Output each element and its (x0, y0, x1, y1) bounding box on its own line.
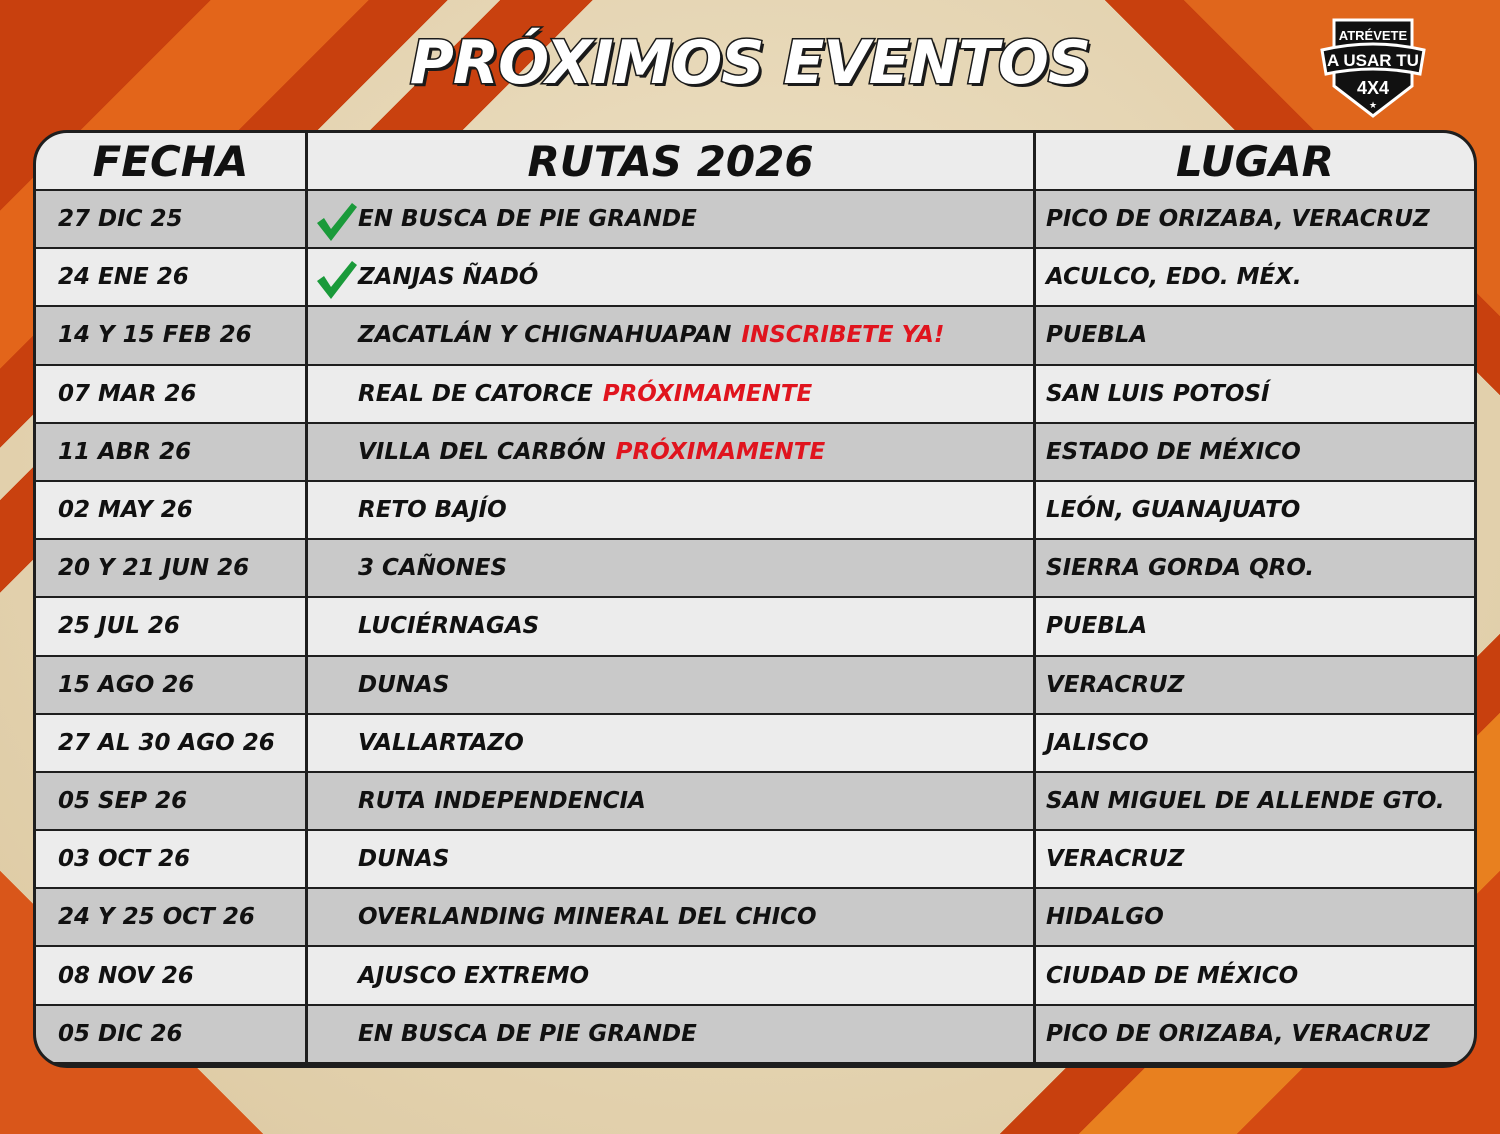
place-cell: LEÓN, GUANAJUATO (1036, 482, 1474, 538)
table-row (36, 424, 1474, 482)
route-name: AJUSCO EXTREMO (358, 962, 590, 989)
table-row (36, 657, 1474, 715)
route-name: VALLARTAZO (358, 729, 524, 756)
route-name: OVERLANDING MINERAL DEL CHICO (358, 904, 817, 931)
table-header (36, 133, 1474, 191)
route-name: ZANJAS ÑADÓ (358, 264, 539, 291)
route-cell (308, 831, 1036, 887)
route-name: DUNAS (358, 671, 450, 698)
table-row (36, 307, 1474, 365)
date-cell: 24 ENE 26 (36, 249, 308, 305)
date-cell: 20 Y 21 JUN 26 (36, 540, 308, 596)
route-cell (308, 1006, 1036, 1062)
place-cell: PUEBLA (1036, 307, 1474, 363)
date-cell: 27 AL 30 AGO 26 (36, 715, 308, 771)
table-row (36, 715, 1474, 773)
table-row (36, 889, 1474, 947)
route-name: REAL DE CATORCE (358, 380, 593, 407)
place-cell: PICO DE ORIZABA, VERACRUZ (1036, 1006, 1474, 1062)
route-name: LUCIÉRNAGAS (358, 613, 540, 640)
table-row (36, 540, 1474, 598)
table-row (36, 249, 1474, 307)
logo-line1: ATRÉVETE (1338, 28, 1408, 43)
table-row (36, 366, 1474, 424)
table-row (36, 773, 1474, 831)
route-cell (308, 715, 1036, 771)
route-cell (308, 482, 1036, 538)
check-icon (314, 257, 358, 301)
route-name: RUTA INDEPENDENCIA (358, 787, 646, 814)
route-cell (308, 657, 1036, 713)
route-name: DUNAS (358, 846, 450, 873)
date-cell: 05 DIC 26 (36, 1006, 308, 1062)
table-row (36, 831, 1474, 889)
date-cell: 11 ABR 26 (36, 424, 308, 480)
route-name: RETO BAJÍO (358, 497, 507, 524)
date-cell: 02 MAY 26 (36, 482, 308, 538)
header-date: FECHA (36, 133, 308, 189)
events-table (33, 130, 1477, 1068)
table-row (36, 1006, 1474, 1062)
date-cell: 05 SEP 26 (36, 773, 308, 829)
status-tag: PRÓXIMAMENTE (602, 380, 813, 407)
place-cell: JALISCO (1036, 715, 1474, 771)
place-cell: SAN MIGUEL DE ALLENDE GTO. (1036, 773, 1474, 829)
star-icon: ★ (1368, 101, 1378, 111)
route-name: ZACATLÁN Y CHIGNAHUAPAN (358, 322, 732, 349)
route-name: VILLA DEL CARBÓN (358, 438, 606, 465)
date-cell: 03 OCT 26 (36, 831, 308, 887)
table-row (36, 482, 1474, 540)
page-title: PRÓXIMOS EVENTOS (409, 28, 1091, 98)
route-cell (308, 889, 1036, 945)
place-cell: VERACRUZ (1036, 657, 1474, 713)
route-cell (308, 191, 1036, 247)
place-cell: ACULCO, EDO. MÉX. (1036, 249, 1474, 305)
check-icon (314, 199, 358, 243)
table-row (36, 598, 1474, 656)
table-row (36, 947, 1474, 1005)
place-cell: SIERRA GORDA QRO. (1036, 540, 1474, 596)
route-name: 3 CAÑONES (358, 555, 508, 582)
date-cell: 27 DIC 25 (36, 191, 308, 247)
date-cell: 24 Y 25 OCT 26 (36, 889, 308, 945)
route-cell (308, 947, 1036, 1003)
place-cell: HIDALGO (1036, 889, 1474, 945)
place-cell: CIUDAD DE MÉXICO (1036, 947, 1474, 1003)
logo-line3: 4X4 (1356, 78, 1390, 98)
place-cell: PUEBLA (1036, 598, 1474, 654)
route-cell (308, 424, 1036, 480)
header-route: RUTAS 2026 (308, 133, 1036, 189)
logo-line2: A USAR TU (1327, 51, 1419, 70)
place-cell: VERACRUZ (1036, 831, 1474, 887)
date-cell: 15 AGO 26 (36, 657, 308, 713)
route-name: EN BUSCA DE PIE GRANDE (358, 206, 697, 233)
place-cell: ESTADO DE MÉXICO (1036, 424, 1474, 480)
place-cell: PICO DE ORIZABA, VERACRUZ (1036, 191, 1474, 247)
route-cell (308, 249, 1036, 305)
route-cell (308, 773, 1036, 829)
route-cell (308, 366, 1036, 422)
date-cell: 07 MAR 26 (36, 366, 308, 422)
status-tag: PRÓXIMAMENTE (615, 438, 826, 465)
date-cell: 08 NOV 26 (36, 947, 308, 1003)
date-cell: 25 JUL 26 (36, 598, 308, 654)
date-cell: 14 Y 15 FEB 26 (36, 307, 308, 363)
brand-logo (1320, 16, 1426, 120)
status-tag: INSCRIBETE YA! (741, 322, 945, 349)
header-place: LUGAR (1036, 133, 1474, 189)
route-cell (308, 307, 1036, 363)
table-row (36, 191, 1474, 249)
route-name: EN BUSCA DE PIE GRANDE (358, 1020, 697, 1047)
place-cell: SAN LUIS POTOSÍ (1036, 366, 1474, 422)
route-cell (308, 598, 1036, 654)
route-cell (308, 540, 1036, 596)
